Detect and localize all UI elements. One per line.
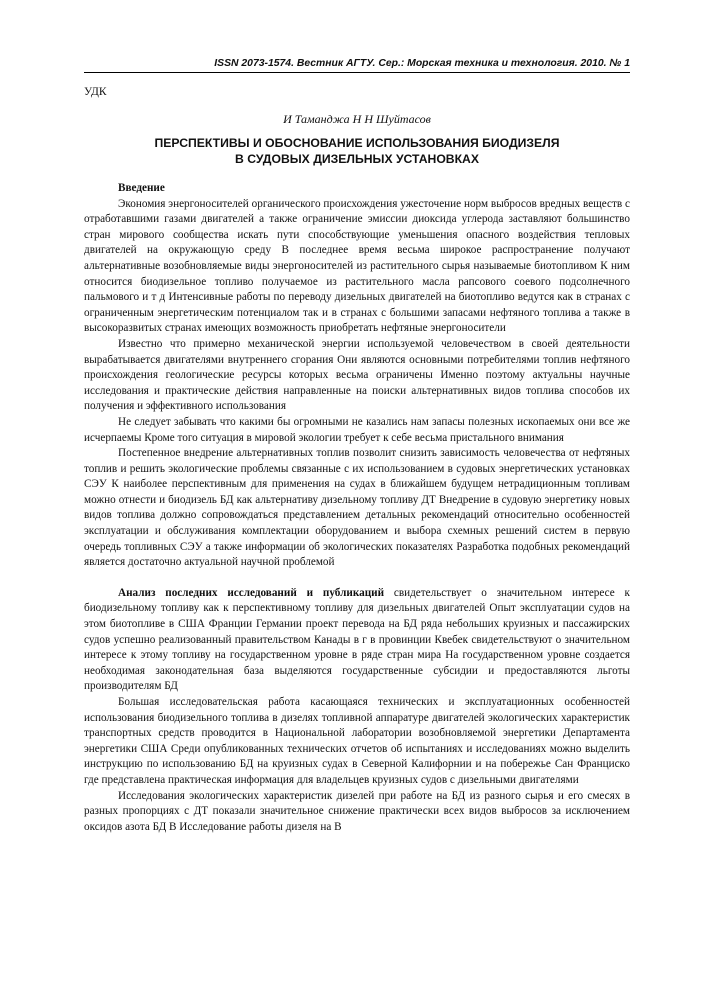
paragraph: Известно что примерно механической энергии используемой человечеством в своей деятельности вырабатывается двигателями внутреннего сгорания Они являются основными потребителями топлив нефтяного происхождения геологические ресурсы которых весьма ограничены Именно поэтому актуальны научные исследования и практические действия направленные на поиски альтернативных видов топлива способов их получения и эффективного использования (84, 337, 630, 413)
paragraph: Исследования экологических характеристик дизелей при работе на БД из разного сырья и его смесях в разных пропорциях с ДТ показали значительное снижение практически всех видов выбросов за исключением оксидов азота БД В Исследование работы дизеля на В (84, 789, 630, 833)
analysis-lead: Анализ последних исследований и публикаций (118, 586, 385, 599)
paragraph: Экономия энергоносителей органического происхождения ужесточение норм выбросов вредных веществ с отработавшими газами двигателей а также ограничение эмиссии диоксида углерода заставляют большинство стран мирового сообщества искать пути способствующие уменьшения опасного воздействия тепловых двигателей на окружающую среду В последнее время весьма широкое распространение получают альтернативные возобновляемые виды энергоносителей из растительного сырья называемые биотопливом К ним относится биодизельное топливо получаемое из растительного масла рапсового соевого подсолнечного пальмового и т д Интенсивные работы по переводу дизельных двигателей на биотопливо ведутся как в странах с ограниченным энергетическим потенциалом так и в странах с большими запасами нефтяного топлива а также в высокоразвитых странах имеющих возможность приобретать нефтяные энергоносители (84, 197, 630, 335)
article-body (84, 181, 630, 835)
paragraph: Большая исследовательская работа касающаяся технических и эксплуатационных особенностей использования биодизельного топлива в дизелях топливной аппаратуре двигателей экологических характеристик транспортных средств проводится в Национальной лаборатории возобновляемой энергетики Департамента энергетики США Среди опубликованных технических отчетов об испытаниях и исследованиях можно выделить инструкцию по использованию БД на круизных судах в Северной Калифорнии и на побережье Сан Франциско где представлена практическая информация для владельцев круизных судов с дизельными двигателями (84, 696, 630, 786)
section-heading-intro: Введение (118, 182, 165, 194)
title-line-2: В СУДОВЫХ ДИЗЕЛЬНЫХ УСТАНОВКАХ (235, 152, 479, 166)
paragraph: Постепенное внедрение альтернативных топлив позволит снизить зависимость человечества от нефтяных топлив и решить экологические проблемы связанные с их использованием в судовых энергетических установках СЭУ К наиболее перспективным для применения на судах в ближайшем будущем нетрадиционным топливам можно отнести и биодизель БД как альтернативу дизельному топливу ДТ Внедрение в судовую энергетику новых видов топлива должно сопровождаться представлением детальных рекомендаций относительно особенностей эксплуатации и обслуживания комплектации оборудованием и выбора схемных решений систем в первую очередь топливных СЭУ а также информации об экологических показателях Разработка подобных рекомендаций является достаточно актуальной научной проблемой (84, 447, 630, 569)
analysis-text: свидетельствует о значительном интересе к биодизельному топливу как к перспективному топливу для дизельных двигателей Опыт эксплуатации судов на этом биотопливе в США Франции Германии проект перевода на БД ряда небольших круизных и пассажирских судов успешно реализованный правительством Канады в г в провинции Квебек свидетельствуют о значительном интересе к этому топливу на государственном уровне в ряде стран мира На государственном уровне создается необходимая законодательная база выделяются государственные субсидии и предоставляются льготы производителям БД (84, 586, 630, 693)
journal-title: ISSN 2073-1574. Вестник АГТУ. Сер.: Морская техника и технология. 2010. № 1 (214, 58, 630, 69)
paragraph-analysis (84, 586, 630, 695)
udk-label: УДК (84, 86, 107, 98)
header-rule (84, 72, 630, 73)
authors: И Таманджа Н Н Шуйтасов (283, 112, 431, 126)
article-title (84, 135, 630, 167)
paragraph: Не следует забывать что какими бы огромными не казались нам запасы полезных ископаемых они все же исчерпаемы Кроме того ситуация в мировой экологии требует к себе весьма пристального внимания (84, 415, 630, 444)
title-line-1: ПЕРСПЕКТИВЫ И ОБОСНОВАНИЕ ИСПОЛЬЗОВАНИЯ БИОДИЗЕЛЯ (154, 136, 560, 150)
journal-header (84, 58, 630, 73)
